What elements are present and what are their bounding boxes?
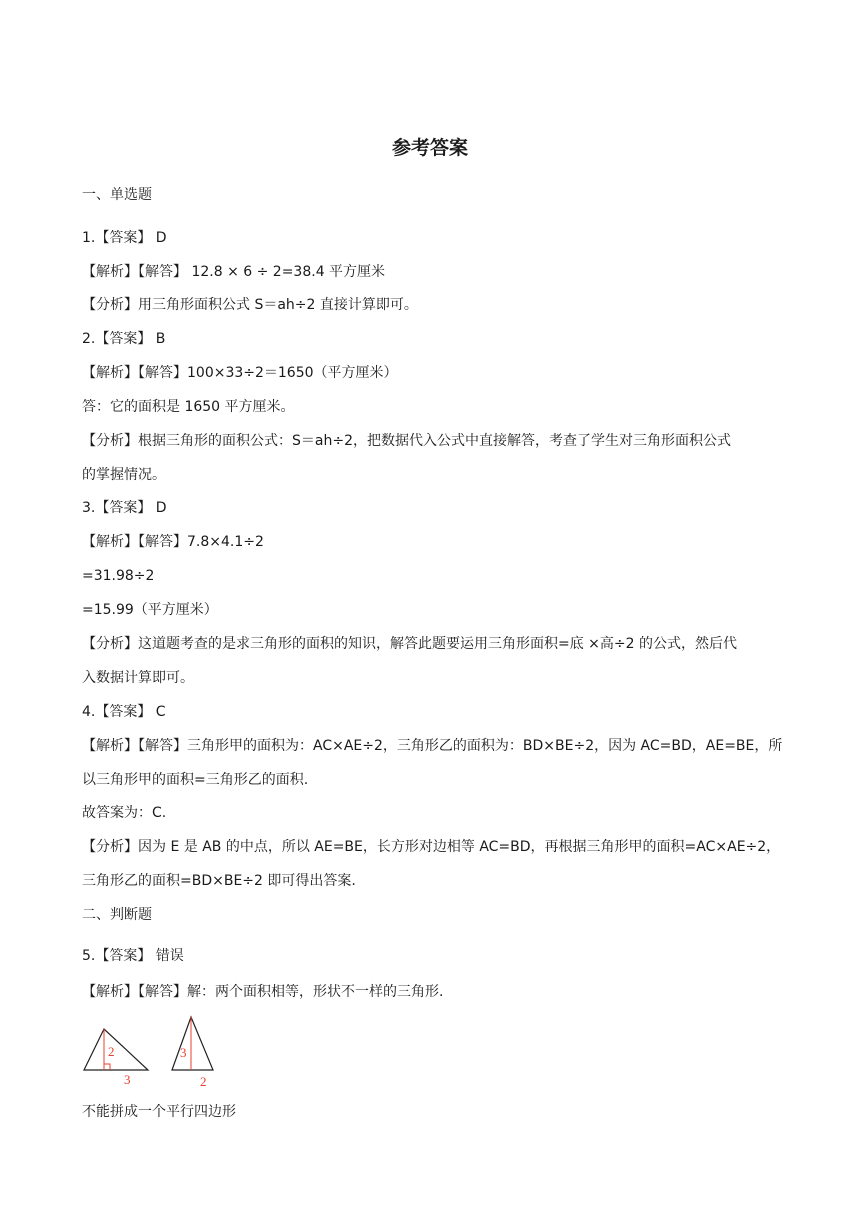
q3-analysis-line-1: 【分析】这道题考查的是求三角形的面积的知识，解答此题要运用三角形面积=底 ×高÷2 的公式，然后代 xyxy=(82,636,737,652)
q4-solution-line-2: 以三角形甲的面积=三角形乙的面积. xyxy=(82,772,309,788)
q1-solution: 【解析】【解答】 12.8 × 6 ÷ 2=38.4 平方厘米 xyxy=(82,264,386,280)
q4-solution-line-1: 【解析】【解答】三角形甲的面积为：AC×AE÷2，三角形乙的面积为：BD×BE÷2，因为 AC=BD，AE=BE，所 xyxy=(82,738,783,754)
q5-conclusion: 不能拼成一个平行四边形 xyxy=(82,1104,236,1120)
q4-analysis-line-2: 三角形乙的面积=BD×BE÷2 即可得出答案. xyxy=(82,873,356,889)
q4-answer: 4.【答案】 C xyxy=(82,704,166,720)
page-title: 参考答案 xyxy=(391,137,468,159)
q3-step-2: =15.99（平方厘米） xyxy=(82,602,218,618)
q5-solution: 【解析】【解答】解：两个面积相等，形状不一样的三角形. xyxy=(82,984,444,1000)
q2-reply: 答：它的面积是 1650 平方厘米。 xyxy=(82,399,295,415)
q2-analysis-line-1: 【分析】根据三角形的面积公式：S＝ah÷2，把数据代入公式中直接解答，考查了学生对三角形面积公式 xyxy=(82,433,731,449)
q4-conclusion: 故答案为：C. xyxy=(82,805,167,821)
q3-answer: 3.【答案】 D xyxy=(82,500,167,516)
triangle-1-right-angle-mark xyxy=(104,1064,110,1070)
triangle-2 xyxy=(172,1017,213,1070)
q4-analysis-line-1: 【分析】因为 E 是 AB 的中点，所以 AE=BE，长方形对边相等 AC=BD，再根据三角形甲的面积=AC×AE÷2， xyxy=(82,839,781,855)
section-heading-single-choice: 一、单选题 xyxy=(82,187,152,203)
q2-solution: 【解析】【解答】100×33÷2＝1650（平方厘米） xyxy=(82,365,398,381)
q1-analysis: 【分析】用三角形面积公式 S＝ah÷2 直接计算即可。 xyxy=(82,297,418,313)
section-heading-true-false: 二、判断题 xyxy=(82,907,152,923)
q2-answer: 2.【答案】 B xyxy=(82,331,166,347)
q3-solution: 【解析】【解答】7.8×4.1÷2 xyxy=(82,534,264,550)
q2-analysis-line-2: 的掌握情况。 xyxy=(82,467,166,483)
triangle-figure xyxy=(82,1012,222,1092)
triangle-1-height-label: 2 xyxy=(108,1044,115,1059)
q3-analysis-line-2: 入数据计算即可。 xyxy=(82,670,194,686)
triangle-2-height-label: 3 xyxy=(180,1045,187,1060)
triangle-2-base-label: 2 xyxy=(200,1074,207,1089)
q3-step-1: =31.98÷2 xyxy=(82,568,155,584)
q1-answer: 1.【答案】 D xyxy=(82,230,167,246)
triangle-1-base-label: 3 xyxy=(124,1072,131,1087)
q5-answer: 5.【答案】 错误 xyxy=(82,948,184,964)
triangle-1 xyxy=(84,1029,148,1070)
